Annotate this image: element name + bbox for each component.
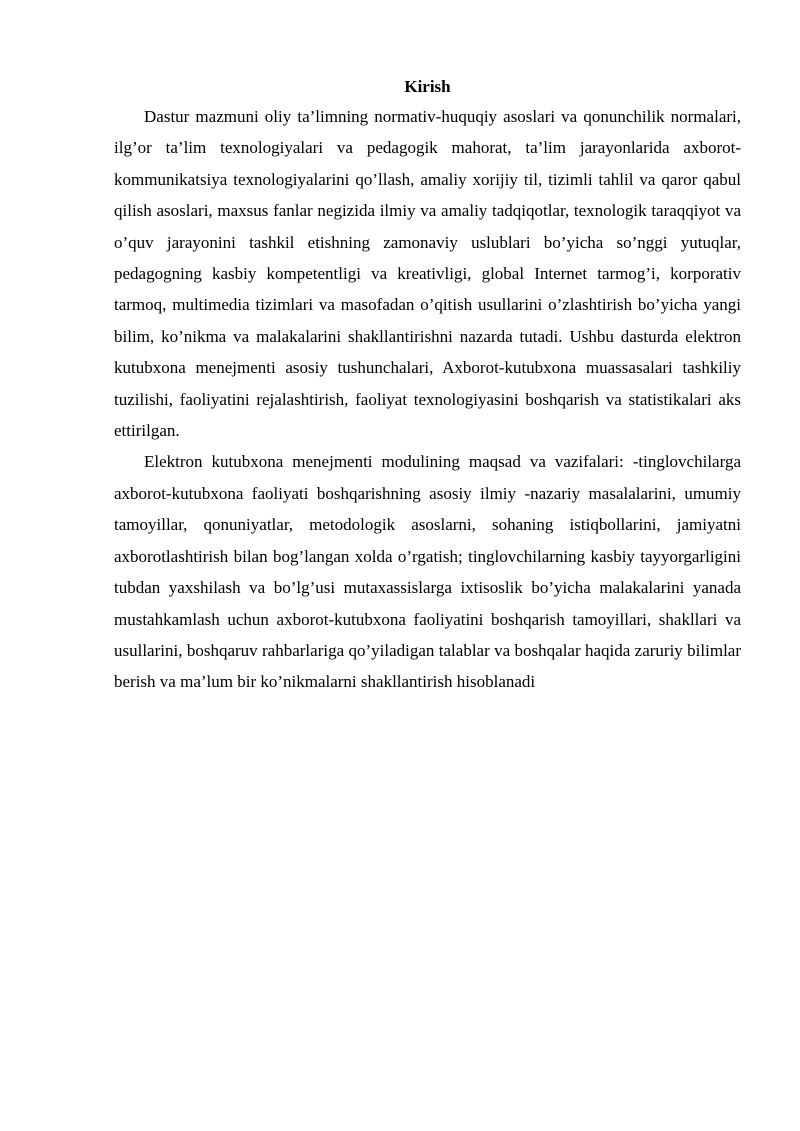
page-title: Kirish — [404, 77, 451, 96]
document-body — [114, 73, 741, 698]
paragraph-goals: Elektron kutubxona menejmenti modulining maqsad va vazifalari: -tinglovchilarga axborot-kutubxona faoliyati boshqarishning asosiy ilmiy -nazariy masalalarini, umumiy tamoyillar, qonuniyatlar, metodologik asoslarni, sohaning istiqbollarini, jamiyatni axborotlashtirish bilan bog’langan xolda o’rgatish; tinglovchilarning kasbiy tayyorgarligini tubdan yaxshilash va bo’lg’usi mutaxassislarga ixtisoslik bo’yicha malakalarini yanada mustahkamlash uchun axborot-kutubxona faoliyatini boshqarish tamoyillari, shakllari va usullarini, boshqaruv rahbarlariga qo’yiladigan talablar va boshqalar haqida zaruriy bilimlar berish va ma’lum bir ko’nikmalarni shakllantirish hisoblanadi — [114, 452, 741, 692]
paragraph-intro: Dastur mazmuni oliy ta’limning normativ-huquqiy asoslari va qonunchilik normalari, ilg’or ta’lim texnologiyalari va pedagogik mahorat, ta’lim jarayonlarida axborot-kommunikatsiya texnologiyalarini qo’llash, amaliy xorijiy til, tizimli tahlil va qaror qabul qilish asoslari, maxsus fanlar negizida ilmiy va amaliy tadqiqotlar, texnologik taraqqiyot va o’quv jarayonini tashkil etishning zamonaviy uslublari bo’yicha so’nggi yutuqlar, pedagogning kasbiy kompetentligi va kreativligi, global Internet tarmog’i, korporativ tarmoq, multimedia tizimlari va masofadan o’qitish usullarini o’zlashtirish bo’yicha yangi bilim, ko’nikma va malakalarini shakllantirishni nazarda tutadi. Ushbu dasturda elektron kutubxona menejmenti asosiy tushunchalari, Axborot-kutubxona muassasalari tashkiliy tuzilishi, faoliyatini rejalashtirish, faoliyat texnologiyasini boshqarish va statistikalari aks ettirilgan. — [114, 107, 741, 441]
